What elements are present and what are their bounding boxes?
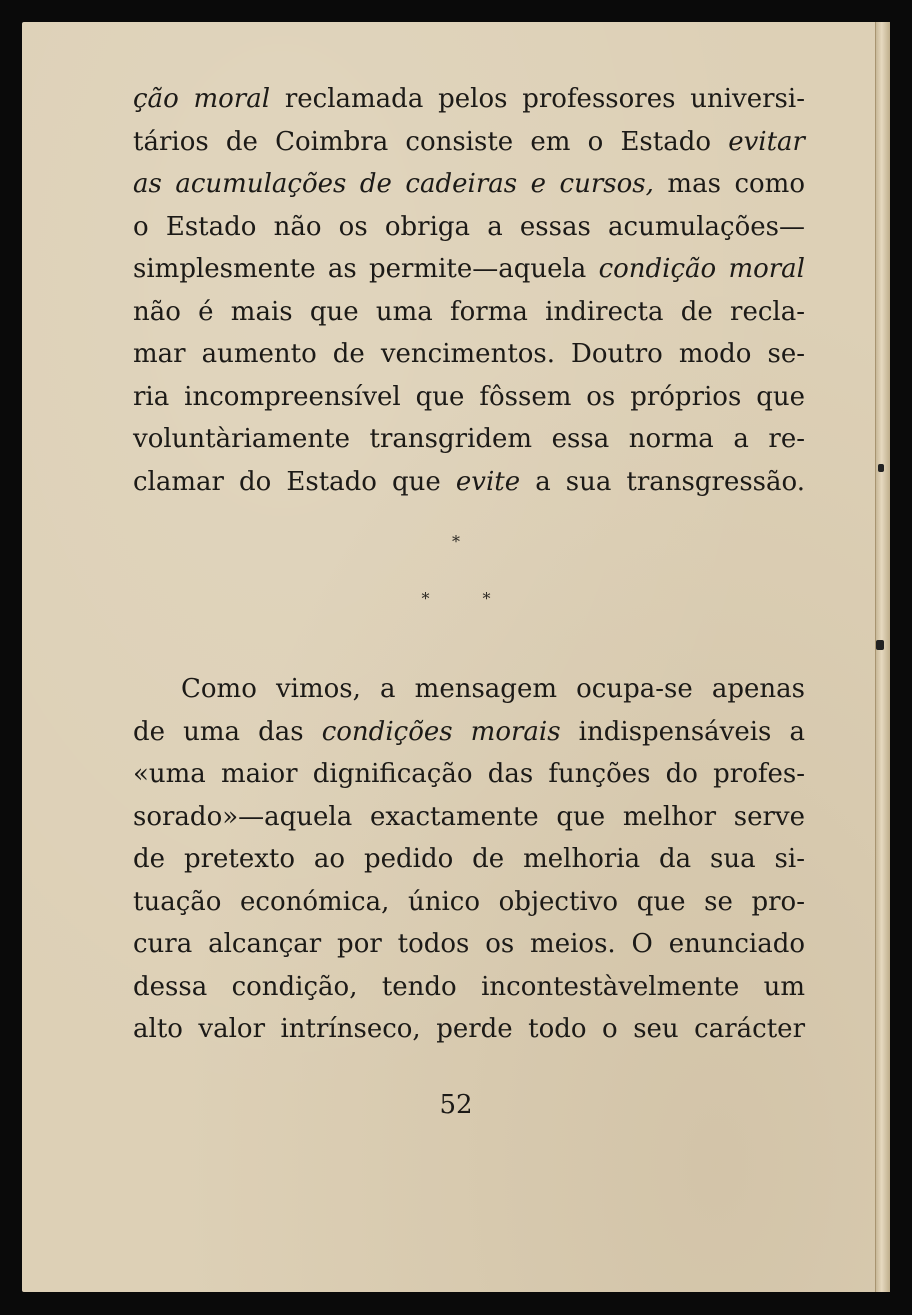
text-run: dessa condição, tendo incontestàvelmente um [133, 971, 805, 1002]
paragraph-1 [133, 78, 805, 503]
text-line [133, 418, 805, 461]
text-line [133, 78, 805, 121]
text-line [133, 1008, 805, 1051]
text-line [133, 291, 805, 334]
text-run: Como vimos, a mensagem ocupa-se apenas [181, 674, 805, 704]
text-line [133, 461, 805, 504]
text-run: de pretexto ao pedido de melhoria da sua si- [133, 844, 805, 874]
text-run: cura alcançar por todos os meios. O enunciado [133, 929, 805, 959]
text-run: tários de Coimbra consiste em o Estado [133, 126, 729, 157]
text-run: tuação económica, único objectivo que se pro- [133, 886, 805, 917]
ink-speck [876, 640, 884, 650]
text-run: mas como [653, 169, 805, 199]
text-run: alto valor intrínseco, perde todo o seu carácter [133, 1014, 805, 1044]
text-line [133, 206, 805, 249]
italic-text: condição moral [598, 254, 805, 284]
text-line [133, 796, 805, 839]
text-line [133, 333, 805, 376]
text-run: clamar do Estado que [133, 466, 456, 497]
text-line [133, 248, 805, 291]
text-run: reclamada pelos professores universi- [270, 84, 805, 114]
italic-text: ção moral [133, 84, 271, 114]
text-run: não é mais que uma forma indirecta de recla- [133, 296, 805, 327]
italic-text: condições morais [321, 716, 561, 747]
text-line [133, 753, 805, 796]
text-run: sorado»—aquela exactamente que melhor serve [133, 801, 805, 832]
section-separator-bottom: * * [421, 589, 491, 608]
text-line [133, 376, 805, 419]
section-separator-top: * [452, 532, 460, 551]
text-line [133, 668, 805, 711]
text-run: o Estado não os obriga a essas acumulações— [133, 211, 805, 242]
text-run: simplesmente as permite—aquela [133, 254, 599, 284]
text-run: voluntàriamente transgridem essa norma a re- [133, 424, 805, 454]
text-line [133, 838, 805, 881]
italic-text: evitar [728, 126, 805, 157]
text-line [133, 163, 805, 206]
italic-text: as acumulações de cadeiras e cursos, [133, 169, 654, 199]
paragraph-2 [133, 668, 805, 1051]
page-number: 52 [439, 1090, 473, 1120]
text-line [133, 881, 805, 924]
ink-speck [878, 464, 884, 472]
italic-text: evite [455, 466, 521, 497]
text-run: ria incompreensível que fôssem os próprios que [133, 381, 805, 412]
text-line [133, 121, 805, 164]
text-line [133, 966, 805, 1009]
text-line [133, 923, 805, 966]
text-run: mar aumento de vencimentos. Doutro modo se- [133, 339, 805, 369]
text-run: indispensáveis a [560, 716, 805, 747]
text-run: «uma maior dignificação das funções do profes- [133, 759, 805, 789]
text-run: de uma das [133, 716, 322, 747]
text-run: a sua transgressão. [520, 466, 805, 497]
text-line [133, 711, 805, 754]
